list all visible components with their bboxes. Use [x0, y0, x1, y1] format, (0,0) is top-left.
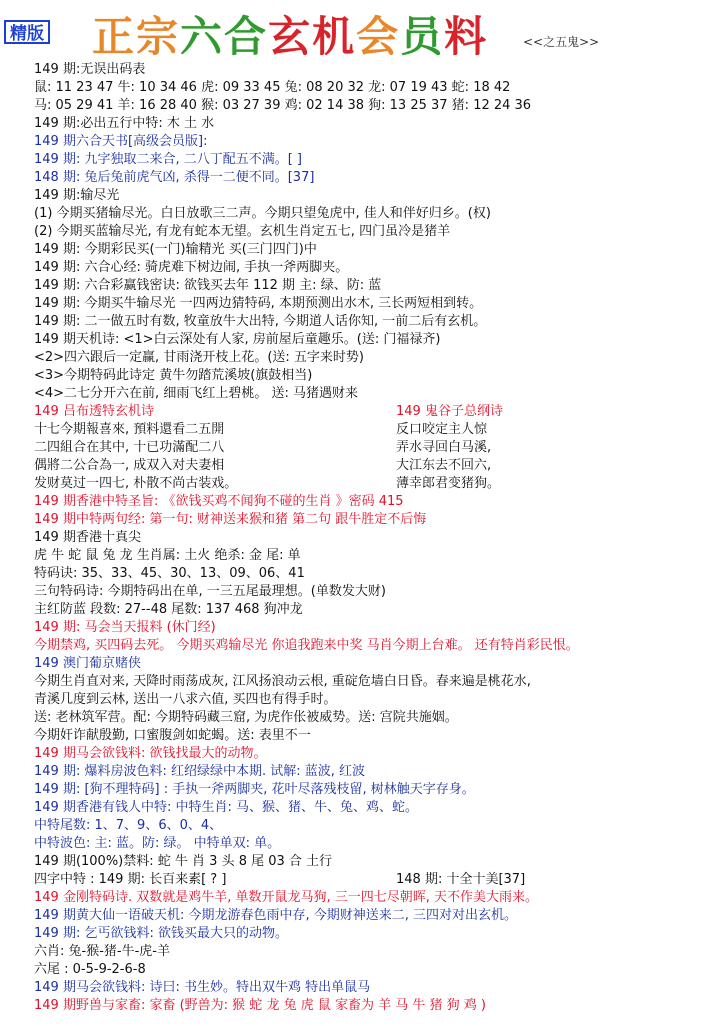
forecast-line	[34, 187, 705, 205]
forecast-line-text: 149 期香港十真尖	[34, 530, 141, 545]
forecast-line	[34, 853, 705, 871]
forecast-line	[34, 277, 705, 295]
forecast-line	[34, 997, 705, 1015]
forecast-line	[34, 439, 705, 457]
forecast-line-right-text: 大江东去不回六,	[396, 458, 492, 473]
forecast-line-text: 149 期马会欲钱料: 诗曰: 书生妙。特出双牛鸡 特出单鼠马	[34, 980, 371, 995]
forecast-line-text: 149 期: 九字独取二来合, 二八丁配五不满。[ ]	[34, 152, 302, 167]
forecast-line-text: 149 期: 马会当天报料 (休门经)	[34, 620, 216, 635]
forecast-line-text: (2) 今期买蓝输尽光, 有龙有蛇本无望。玄机生肖定五七, 四门虽冷是猪羊	[34, 224, 451, 239]
forecast-line	[34, 835, 705, 853]
forecast-line-text: 六肖: 兔-猴-猪-牛-虎-羊	[34, 944, 170, 959]
forecast-line-text: 三句特码诗: 今期特码出在单, 一三五尾最理想。(单数发大财)	[34, 584, 386, 599]
forecast-line-right-text: 148 期: 十全十美[37]	[396, 872, 526, 887]
forecast-line	[34, 619, 705, 637]
forecast-line-text: 今期奸诈献殷勤, 口蜜腹剑如蛇蝎。送: 表里不一	[34, 728, 311, 743]
forecast-line	[34, 637, 705, 655]
forecast-line	[34, 79, 705, 97]
title-char: 会	[356, 12, 401, 61]
forecast-line-text: 149 金刚特码诗. 双数就是鸡牛羊, 单数开鼠龙马狗, 三一四七尽朝晖, 天不作美大雨来。	[34, 890, 539, 905]
forecast-line	[34, 763, 705, 781]
edition-badge[interactable]: 精版	[4, 20, 50, 44]
forecast-line	[34, 223, 705, 241]
forecast-line	[34, 313, 705, 331]
forecast-line	[34, 97, 705, 115]
forecast-line	[34, 979, 705, 997]
forecast-line-text: 主红防蓝 段数: 27--48 尾数: 137 468 狗冲龙	[34, 602, 303, 617]
forecast-line	[34, 799, 705, 817]
title-char: 合	[224, 12, 269, 61]
forecast-line	[34, 601, 705, 619]
title-char: 正	[92, 12, 137, 61]
forecast-line	[34, 907, 705, 925]
forecast-line	[34, 151, 705, 169]
forecast-line	[34, 385, 705, 403]
forecast-line	[34, 583, 705, 601]
forecast-line-text: 中特波色: 主: 蓝。防: 绿。 中特单双: 单。	[34, 836, 281, 851]
forecast-line-text: 148 期: 兔后兔前虎气凶, 杀得一二便不同。[37]	[34, 170, 315, 185]
forecast-line	[34, 511, 705, 529]
forecast-line	[34, 367, 705, 385]
forecast-line-text: 149 期: 今期买牛输尽光 一四两边猜特码, 本期预测出水木, 三长两短相到转。	[34, 296, 483, 311]
forecast-line-text: 149 期:无误出码表	[34, 62, 146, 77]
forecast-line-text: 马: 05 29 41 羊: 16 28 40 猴: 03 27 39 鸡: 02 14 38 狗: 13 25 37 猪: 12 24 36	[34, 98, 532, 113]
forecast-line	[34, 547, 705, 565]
forecast-line-text: 149 期(100%)禁料: 蛇 牛 肖 3 头 8 尾 03 合 土行	[34, 854, 333, 869]
forecast-line-text: 149 吕布透特玄机诗	[34, 404, 154, 419]
forecast-line-text: 149 期: 六合心经: 骑虎难下树边闹, 手执一斧两脚夹。	[34, 260, 349, 275]
forecast-line	[34, 169, 705, 187]
forecast-line-text: 149 期中特两句经: 第一句: 财神送来猴和猪 第二句 跟牛胜定不后悔	[34, 512, 427, 527]
forecast-line	[34, 475, 705, 493]
forecast-line-text: 149 期香港中特圣旨: 《欲钱买鸡不闻狗不碰的生肖 》密码 415	[34, 494, 404, 509]
title-char: 员	[400, 12, 445, 61]
title-char: 玄	[268, 12, 313, 61]
forecast-line	[34, 817, 705, 835]
forecast-line	[34, 709, 705, 727]
forecast-line	[34, 403, 705, 421]
forecast-line-right-text: 薄幸郎君变猪狗。	[396, 476, 501, 491]
forecast-line	[34, 493, 705, 511]
page-subtitle: <<之五鬼>>	[523, 35, 600, 49]
forecast-line-right-text: 弄水寻回白马溪,	[396, 440, 492, 455]
forecast-line-text: 149 期: 乞丐欲钱料: 欲钱买最大只的动物。	[34, 926, 288, 941]
forecast-line	[34, 673, 705, 691]
forecast-line-text: 二四組合在其中, 十已功滿配二八	[34, 440, 225, 455]
forecast-line	[34, 655, 705, 673]
forecast-content	[34, 61, 705, 1015]
forecast-line-text: 送: 老林筑军营。配: 今期特码藏三窟, 为虎作伥被威势。送: 宫院共施姻。	[34, 710, 458, 725]
forecast-line-text: 149 期:输尽光	[34, 188, 120, 203]
forecast-line-text: (1) 今期买猪输尽光。白日放歌三二声。今期只望兔虎中, 佳人和伴好归乡。(权)	[34, 206, 491, 221]
forecast-line	[34, 205, 705, 223]
forecast-line-text: 青溪几度到云林, 送出一八求六值, 买四也有得手时。	[34, 692, 337, 707]
forecast-line-text: 149 期六合天书[高级会员版]:	[34, 134, 208, 149]
forecast-line	[34, 691, 705, 709]
forecast-line	[34, 61, 705, 79]
forecast-line	[34, 115, 705, 133]
forecast-line-text: 149 期: 今期彩民买(一门)输精光 买(三门四门)中	[34, 242, 317, 257]
forecast-line-text: 149 期: 六合彩赢钱密诀: 欲钱买去年 112 期 主: 绿、防: 蓝	[34, 278, 382, 293]
forecast-line	[34, 349, 705, 367]
header	[0, 0, 713, 61]
forecast-line	[34, 529, 705, 547]
forecast-line-right-text: 反口咬定主人惊	[396, 422, 488, 437]
forecast-line-text: 四字中特 : 149 期: 长百来素[ ? ]	[34, 872, 227, 887]
forecast-line-text: <2>四六跟后一定赢, 甘雨浇开枝上花。(送: 五字来时势)	[34, 350, 364, 365]
forecast-line-text: 149 期: 爆料房波色料: 红绍绿绿中本期. 试解: 蓝波, 红波	[34, 764, 366, 779]
forecast-line-text: 偶將二公合為一, 成双入对夫妻相	[34, 458, 225, 473]
forecast-line	[34, 457, 705, 475]
forecast-line-text: 特码诀: 35、33、45、30、13、09、06、41	[34, 566, 305, 581]
title-char: 料	[444, 12, 489, 61]
forecast-line	[34, 943, 705, 961]
forecast-line-text: 149 期黄大仙一语破天机: 今期龙游春色雨中存, 今期财神送来二, 三四对对出玄机。	[34, 908, 517, 923]
forecast-line-text: 149 澳门葡京赌侠	[34, 656, 141, 671]
forecast-line	[34, 781, 705, 799]
forecast-line	[34, 331, 705, 349]
forecast-line-text: 六尾 : 0-5-9-2-6-8	[34, 962, 146, 977]
forecast-line-text: 149 期香港有钱人中特: 中特生肖: 马、猴、猪、牛、兔、鸡、蛇。	[34, 800, 418, 815]
forecast-line	[34, 259, 705, 277]
forecast-line-text: 虎 牛 蛇 鼠 兔 龙 生肖属: 土火 绝杀: 金 尾: 单	[34, 548, 301, 563]
forecast-line-text: 149 期: 二一做五时有数, 牧童放牛大出特, 今期道人话你知, 一前二后有玄机。	[34, 314, 487, 329]
title-char: 宗	[136, 12, 181, 61]
forecast-line	[34, 241, 705, 259]
forecast-line	[34, 925, 705, 943]
forecast-line	[34, 295, 705, 313]
forecast-line	[34, 565, 705, 583]
forecast-line	[34, 889, 705, 907]
forecast-line-text: <4>二七分开六在前, 细雨飞红上碧桃。 送: 马猪遇财来	[34, 386, 358, 401]
page-title	[92, 4, 488, 64]
forecast-line-text: 今期生肖直对来, 天降时雨荡成灰, 江风扬浪动云根, 重碇危墙白日昏。春来遍是桃花水,	[34, 674, 531, 689]
forecast-line-text: 149 期: [狗不理特码] : 手执一斧两脚夹, 花叶尽落残枝留, 树林触天字存身。	[34, 782, 475, 797]
forecast-line	[34, 961, 705, 979]
forecast-line-text: 149 期天机诗: <1>白云深处有人家, 房前屋后童趣乐。(送: 门福禄齐)	[34, 332, 441, 347]
forecast-line	[34, 133, 705, 151]
forecast-line-text: 中特尾数: 1、7、9、6、0、4、	[34, 818, 223, 833]
forecast-line	[34, 727, 705, 745]
forecast-line-text: 今期禁鸡, 买四码去死。 今期买鸡输尽光 你追我跑来中奖 马肖今期上台难。 还有特肖彩民恨。	[34, 638, 579, 653]
title-char: 机	[312, 12, 357, 61]
forecast-line	[34, 421, 705, 439]
forecast-line-text: 十七今期報喜來, 預料還看二五開	[34, 422, 225, 437]
forecast-line-text: 发财莫过一四七, 朴散不尚古装戏。	[34, 476, 238, 491]
forecast-line-text: 鼠: 11 23 47 牛: 10 34 46 虎: 09 33 45 兔: 08 20 32 龙: 07 19 43 蛇: 18 42	[34, 80, 511, 95]
forecast-line-text: 149 期野兽与家畜: 家畜 (野兽为: 猴 蛇 龙 兔 虎 鼠 家畜为 羊 马 牛 猪 狗 鸡 )	[34, 998, 486, 1013]
forecast-line-text: <3>今期特码此诗定 黄牛勿踏荒溪坡(旗鼓相当)	[34, 368, 313, 383]
forecast-line-right-text: 149 鬼谷子总纲诗	[396, 404, 503, 419]
forecast-line-text: 149 期马会欲钱料: 欲钱找最大的动物。	[34, 746, 267, 761]
forecast-line	[34, 871, 705, 889]
forecast-line	[34, 745, 705, 763]
title-char: 六	[180, 12, 225, 61]
forecast-line-text: 149 期:必出五行中特: 木 土 水	[34, 116, 215, 131]
